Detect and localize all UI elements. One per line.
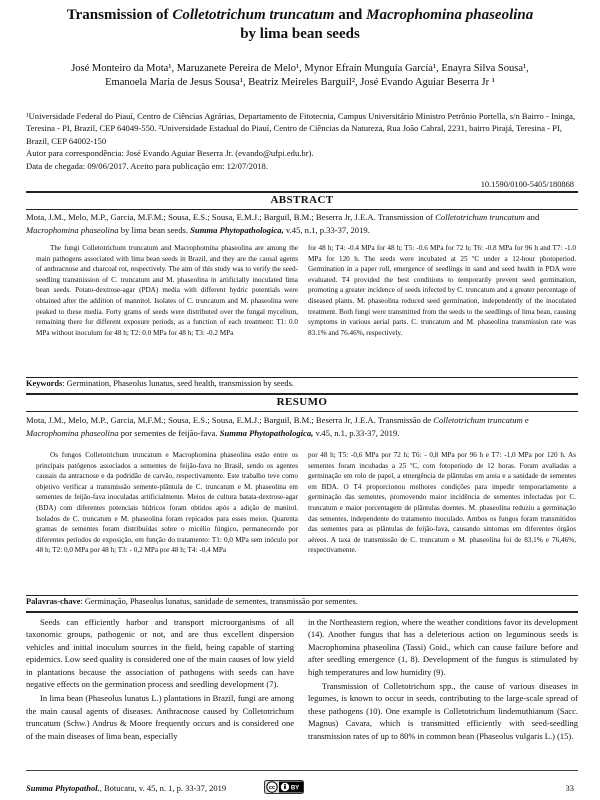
- body-paragraph: Seeds can efficiently harbor and transport microorganisms of all taxonomic groups, pathogenic or not, and are thus excellent dispersion vehicles and initial inoculum sources in the field, being capable of starting epidemics. Low seed quality is considered one of the main causes of low yield in plantations because the association of pathogens with seeds can have negative effects on the germination process and seedling development (7).: [26, 617, 294, 690]
- by-label: BY: [290, 785, 300, 792]
- divider: [26, 393, 578, 395]
- abstract-keywords: [26, 379, 578, 388]
- citation-text: by lima bean seeds.: [118, 224, 191, 235]
- citation-journal: Summa Phytopathologica,: [219, 427, 314, 438]
- doi[interactable]: 10.1590/0100-5405/180868: [480, 180, 574, 189]
- citation-text: and: [524, 212, 540, 222]
- keywords-text: : Germinação, Phaseolus lunatus, sanidade de sementes, transmissão por sementes.: [80, 597, 358, 606]
- title-part: and: [334, 7, 367, 23]
- page-number: 33: [565, 783, 574, 793]
- citation-species: Macrophomina phaseolina: [26, 427, 119, 438]
- resumo-right-text: por 48 h; T5: -0,6 MPa por 72 h; T6: - 0,8 MPa por 96 h e T7: -1,0 MPa por 120 h. As sementes foram incubadas a 25 ºC, com fotoperíodo de 12 horas. Foram avaliadas a germinação em rolo de papel, a emergência de plântulas em areia e a sanidade de sementes em BDA. O T4 proporcionou melhores condições para impedir temporariamente a germinação das sementes, promovendo maior incidência de sementes infectadas por C. truncatum e maior porcentagem de plântulas doentes. M. phaseolina reduziu a germinação das sementes, independente do tratamento inoculado. Ambos os fungos foram transmitidos das sementes para as plântulas de feijão-fava, causando sintomas em diferentes órgãos aéreos. A taxa de transmissão de C. truncatum e M. phaseolina foi de 83,1% e 76,46%, respectivamente.: [308, 451, 576, 555]
- citation-species: Macrophomina phaseolina: [26, 224, 119, 235]
- abstract-left-column: [36, 243, 298, 338]
- keywords-label: Palavras-chave: [26, 597, 81, 606]
- title-line2: by lima bean seeds: [240, 26, 360, 42]
- abstract-heading: ABSTRACT: [270, 194, 334, 206]
- citation-species: Colletotrichum truncatum: [433, 415, 523, 425]
- divider: [26, 191, 578, 193]
- resumo-citation: [26, 414, 578, 439]
- body-paragraph: Transmission of Colletotrichum spp., the cause of various diseases in legumes, is known to occur in seeds, contributing to the large-scale spread of these pathogens (10). One example is Colletotrichum lindemuthianum (Sacc. Magnus) Cavara, which is transmitted efficiently with seed-seedling transmission rates of up to 80% in common bean (Phaseolus vulgaris L.) (15).: [308, 681, 578, 741]
- corresponding-author: Autor para correspondência: José Evando Aguiar Beserra Jr. (evando@ufpi.edu.br).: [26, 148, 314, 159]
- divider: [26, 595, 578, 596]
- article-title: [40, 6, 560, 44]
- citation-text: v.45, n.1, p.33-37, 2019.: [313, 427, 400, 438]
- citation-text: e: [522, 415, 529, 425]
- title-species: Colletotrichum truncatum: [172, 7, 335, 23]
- footer-journal: Summa Phytopathol.: [26, 783, 100, 793]
- received-accepted-dates: Data de chegada: 09/06/2017. Aceito para publicação em: 12/07/2018.: [26, 160, 268, 171]
- abstract-right-column: [308, 243, 576, 338]
- authors-line-2: Emanoela Maria de Jesus Sousa¹, Beatriz Meireles Barguil², José Evando Aguiar Beserra Jr ¹: [105, 77, 495, 88]
- citation-text: v.45, n.1, p.33-37, 2019.: [283, 224, 370, 235]
- keywords-text: : Germination, Phaseolus lunatus, seed health, transmission by seeds.: [62, 379, 294, 388]
- citation-species: Colletotrichum truncatum: [435, 212, 525, 222]
- abstract-right-text: for 48 h; T4: -0.4 MPa for 48 h; T5: -0.6 MPa for 72 h; T6: -0.8 MPa for 96 h and T7: -1.0 MPa for 120 h. The seeds were incubated at 25 ºC under a 12-hour photoperiod. Germination in a paper roll, emergence of seedlings in sand and seed health in PDA were evaluated. T4 provided the best conditions to temporarily prevent seed germination, promoting a greater incidence of seeds infected by C. truncatum and a greater percentage of diseased plants. M. phaseolina reduced seed germination, independently of the inoculated treatment. Both fungi were transmitted from the seeds to the seedlings of lima bean, causing symptoms in various aerial parts. C. truncatum and M. phaseolina transmission rate was 83.1% and 76.46%, respectively.: [308, 244, 576, 337]
- authors-line-1: José Monteiro da Mota¹, Maruzanete Pereira de Melo¹, Mynor Efraín Munguía García¹, Enayra Silva Sousa¹,: [71, 63, 529, 74]
- resumo-left-column: [36, 450, 298, 556]
- body-right-column: [308, 616, 578, 744]
- body-paragraph: In lima bean (Phaseolus lunatus L.) plantations in Brazil, fungi are among the main causal agents of diseases. Anthracnose caused by Colletotrichum truncatum (Schw.) Andrus & Moore frequently occurs and is considered one of the main diseases of lima bean, especially: [26, 693, 294, 741]
- resumo-heading: RESUMO: [276, 396, 328, 408]
- cc-by-license-icon[interactable]: [264, 780, 304, 794]
- divider: [26, 377, 578, 378]
- resumo-keywords: [26, 597, 578, 606]
- citation-journal: Summa Phytopathologica,: [190, 224, 284, 235]
- body-paragraph: in the Northeastern region, where the weather conditions favor its development (14). Another fungus that has a deleterious action on leguminous seeds is Macrophomina phaseolina (Tassi) Goid., which can cause failure before and after seedling emergence (1, 8). Development of the fungus is stimulated by high temperatures and low humidity (9).: [308, 617, 578, 677]
- body-left-column: [26, 616, 294, 744]
- footer-rule: [26, 770, 578, 771]
- abstract-citation: [26, 211, 578, 236]
- title-species: Macrophomina phaseolina: [366, 7, 534, 23]
- cc-label: cc: [268, 785, 276, 792]
- divider: [26, 611, 578, 613]
- author-list: [30, 62, 570, 90]
- title-part: Transmission of: [66, 7, 173, 23]
- citation-text: Mota, J.M., Melo, M.P., Garcia, M.F.M.; Sousa, E.S.; Sousa, E.M.J.; Barguil, B.M.; Beserra Jr, J.E.A. Transmission of: [26, 212, 436, 222]
- citation-text: por sementes de feijão-fava.: [118, 427, 220, 438]
- divider: [26, 209, 578, 210]
- citation-text: Mota, J.M., Melo, M.P., Garcia, M.F.M.; Sousa, E.S.; Sousa, E.M.J.; Barguil, B.M.; Beserra Jr, J.E.A. Transmissão de: [26, 415, 434, 425]
- keywords-label: Keywords: [26, 379, 63, 388]
- footer-issue: , Botucatu, v. 45, n. 1, p. 33-37, 2019: [99, 783, 227, 793]
- abstract-left-text: The fungi Colletotrichum truncatum and Macrophomina phaseolina are among the main pathogens associated with lima bean seeds in Brazil, and they are the causal agents of anthracnose and charcoal rot, respectively. The aim of this study was to verify the seed-seedling transmission of C. truncatum and M. phaseolina in artificially inoculated lima bean seeds. Potato-dextrose-agar (PDA) media with different hydric potentials were obtained after the addition of mannitol. Isolates of C. truncatum and M. phaseolina were peaked to these media. Forty grams of seeds were distributed over the fungal mycelium, remaining there for different exposure periods, as a function of each treatment: T1: 0.0 MPa without inoculum for 48 h; T2: 0.0 MPa for 48 h; T3: -0.2 MPa: [36, 244, 298, 337]
- affiliation-text: ¹Universidade Federal do Piauí, Centro de Ciências Agrárias, Departamento de Fitotecnia, Campus Universitário Ministro Petrônio Portella, s/n Bairro - Ininga, Teresina - PI, Brazil, CEP 64049-550. ²Universidade Estadual do Piauí, Centro de Ciências da Natureza, Rua João Cabral, 2231, bairro Pirajá, Teresina - PI, Brazil, CEP 64002-150: [26, 111, 576, 146]
- divider: [26, 411, 578, 412]
- resumo-left-text: Os fungos Colletotrichum truncatum e Macrophomina phaseolina estão entre os principais patógenos associados a sementes de feijão-fava no Brasil, sendo os agentes causais da antracnose e da podridão de carvão, respectivamente. Este trabalho teve como objetivo verificar a transmissão semente-plântula de C. truncatum e M. phaseolina em sementes de feijão-fava inoculadas artificialmente. Meios de cultura batata-dextrose-agar (BDA) com diferentes potenciais hídricos foram obtidos após a adição de manitol. Isolados de C. truncatum e M. phaseolina foram repicados para esses meios. Quarenta gramas de sementes foram distribuídas sobre o micélio fúngico, permanecendo por diferentes períodos de exposição, em função do tratamento: T1: 0,0 MPa sem inóculo por 48 h; T2: 0,0 MPa por 48 h; T3: - 0,2 MPa por 48 h; T4: -0,4 MPa: [36, 451, 298, 555]
- affiliations: [26, 110, 578, 172]
- resumo-right-column: [308, 450, 576, 556]
